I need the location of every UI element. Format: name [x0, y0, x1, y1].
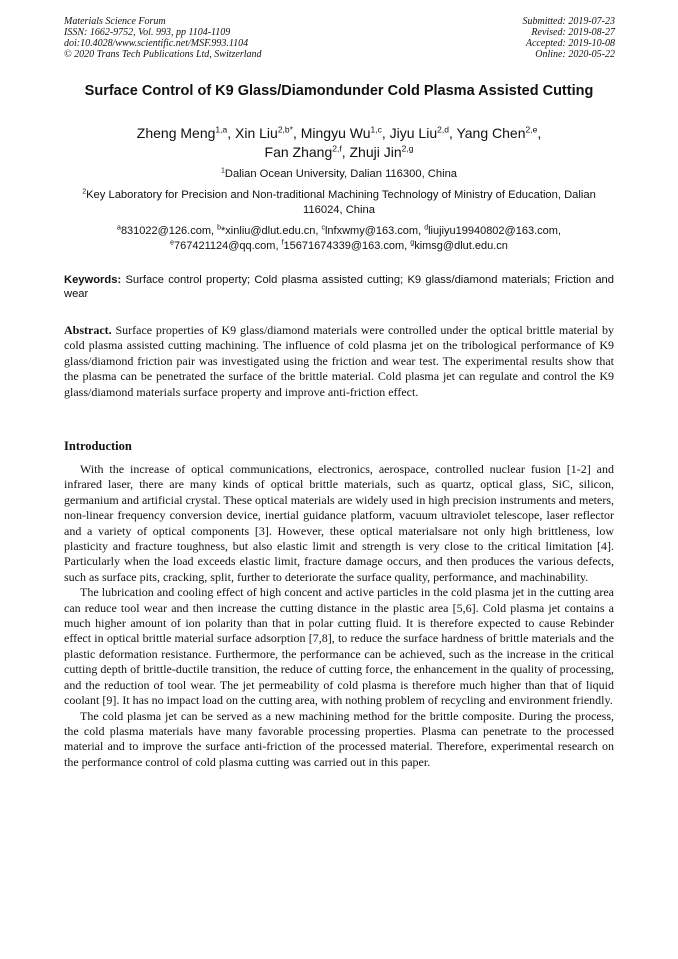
intro-paragraph-1: With the increase of optical communications, electronics, aerospace, controlled nuclear fusion [1-2] and infrared laser, there are many kinds of optical brittle materials, such as quartz, optical glass, SiC, silicon, germanium and artificial crystal. These optical materials are widely used in high precision instruments and meters, non-linear frequency conversion device, inertial guidance platform, vacuum ultraviolet telescope, laser reflector and a variety of optical components [3]. However, these optical materialsare not only high brittleness, low plasticity and fracture toughness, but also elastic limit and strength is very close to the critical limitation [4]. Particularly when the load exceeds elastic limit, fracture damage occurs, and then produces the various defects, such as surface pits, cracking, split, further to deteriorate the surface quality, performance, and machinability.: [64, 462, 614, 584]
affiliation-text: Dalian Ocean University, Dalian 116300, China: [224, 168, 458, 180]
journal-doi[interactable]: doi:10.4028/www.scientific.net/MSF.993.1104: [64, 38, 249, 49]
affiliation-sup: 2: [82, 188, 87, 196]
copyright: © 2020 Trans Tech Publications Ltd, Switzerland: [64, 49, 262, 60]
author-separator: ,: [292, 125, 301, 141]
email[interactable]: liujiyu19940802@163.com,: [428, 225, 561, 237]
author-sup: 1,c: [370, 124, 382, 135]
keywords: [64, 273, 614, 301]
email-sup: g: [410, 238, 415, 246]
affiliation-1: [64, 167, 614, 182]
abstract-text: Surface properties of K9 glass/diamond materials were controlled under the optical brittle material by cold plasma assisted cutting machining. The influence of cold plasma jet on the tribological performance of K9 glass/diamond friction pair was investigated using the friction and wear test. The experimental results show that the plasma can be penetrated the surface of the brittle material. Cold plasma jet can regulate and control the K9 glass/diamond materials surface property and improve anti-friction effect.: [64, 323, 615, 399]
author-separator: ,: [448, 125, 457, 141]
online-date: Online: 2020-05-22: [535, 49, 615, 60]
intro-paragraph-2: The lubrication and cooling effect of high concent and active particles in the cold plasma jet in the cutting area can reduce tool wear and then increase the cutting distance in the plastic area [5,6]. Cold plasma jet contains a much higher amount of ion polarity than that in polar cutting fluid. It is therefore expected to cause Rebinder effect in optical brittle material surface adsorption [7,8], to reduce the surface hardness of brittle materials and the plastic deformation resistance. Furthermore, the performance can be achieved, such as the increase in the critical cutting depth of brittle-ductile transition, the reduce of cutting force, the enhancement in the quality of processing, and the reduction of tool wear. The jet permeability of cold plasma is therefore much higher than that of liquid coolant [9]. It has no impact load on the cutting area, with nothing problem of recycling and environment friendly.: [64, 585, 614, 708]
author-name: Fan Zhang: [264, 144, 333, 160]
revised-date: Revised: 2019-08-27: [531, 27, 615, 38]
author-name: Zhuji Jin: [349, 144, 402, 160]
keywords-text: Surface control property; Cold plasma assisted cutting; K9 glass/diamond materials; Friction and wear: [64, 274, 614, 300]
email[interactable]: 831022@126.com,: [120, 225, 218, 237]
abstract: [64, 323, 614, 400]
email-sup: f: [281, 238, 284, 246]
author-list: [64, 124, 614, 162]
author-sup: 1,a: [215, 124, 228, 135]
email-sup: c: [321, 224, 325, 232]
email[interactable]: lnfxwmy@163.com,: [324, 225, 425, 237]
journal-issn: ISSN: 1662-9752, Vol. 993, pp 1104-1109: [64, 27, 231, 38]
email[interactable]: 767421124@qq.com,: [173, 239, 282, 252]
publication-dates: [523, 16, 616, 60]
author-separator: ,: [381, 125, 390, 141]
email-list: [64, 224, 614, 253]
affiliation-2: [64, 188, 614, 217]
introduction-section: [64, 462, 614, 770]
email[interactable]: kimsg@dlut.edu.cn: [414, 239, 508, 252]
author-sup: 2,e: [525, 124, 538, 135]
intro-paragraph-3: The cold plasma jet can be served as a new machining method for the brittle composite. During the process, the cold plasma materials have many favorable processing properties. Plasma can penetrate to the processed material and to improve the surface anti-friction of the processed material. Therefore, experimental research on the performance control of cold plasma cutting was carried out in this paper.: [64, 708, 614, 769]
abstract-label: Abstract.: [64, 323, 112, 337]
keywords-label: Keywords:: [64, 274, 122, 286]
affiliation-sup: 1: [220, 167, 225, 175]
email[interactable]: *xinliu@dlut.edu.cn,: [221, 225, 322, 237]
email-sup: a: [117, 224, 121, 232]
intro-heading: Introduction: [64, 439, 132, 453]
author-sup: 2,f: [332, 143, 342, 154]
email-sup: b: [217, 224, 222, 232]
accepted-date: Accepted: 2019-10-08: [525, 38, 615, 49]
submitted-date: Submitted: 2019-07-23: [522, 16, 615, 27]
author-name: Jiyu Liu: [389, 125, 438, 141]
abstract-paragraph: [64, 323, 614, 400]
author-name: Zheng Meng: [136, 125, 216, 141]
author-sup: 2,d: [437, 124, 449, 135]
affiliation-text: Key Laboratory for Precision and Non-traditional Machining Technology of Ministry of Education, Dalian 116024, China: [86, 189, 596, 216]
author-sup: 2,g: [401, 143, 414, 154]
author-separator: ,: [341, 144, 350, 160]
author-name: Mingyu Wu: [300, 125, 371, 141]
author-name: Yang Chen: [456, 125, 526, 141]
author-separator: ,: [227, 125, 236, 141]
author-name: Xin Liu: [235, 125, 278, 141]
author-sup: 2,b*: [277, 124, 293, 135]
email-sup: e: [170, 238, 174, 246]
email[interactable]: 15671674339@163.com,: [283, 239, 411, 252]
journal-info: [64, 16, 262, 60]
author-separator: ,: [537, 125, 542, 141]
email-sup: d: [424, 224, 429, 232]
paper-title: Surface Control of K9 Glass/Diamondunder Cold Plasma Assisted Cutting: [84, 83, 594, 99]
journal-name: Materials Science Forum: [64, 16, 166, 27]
